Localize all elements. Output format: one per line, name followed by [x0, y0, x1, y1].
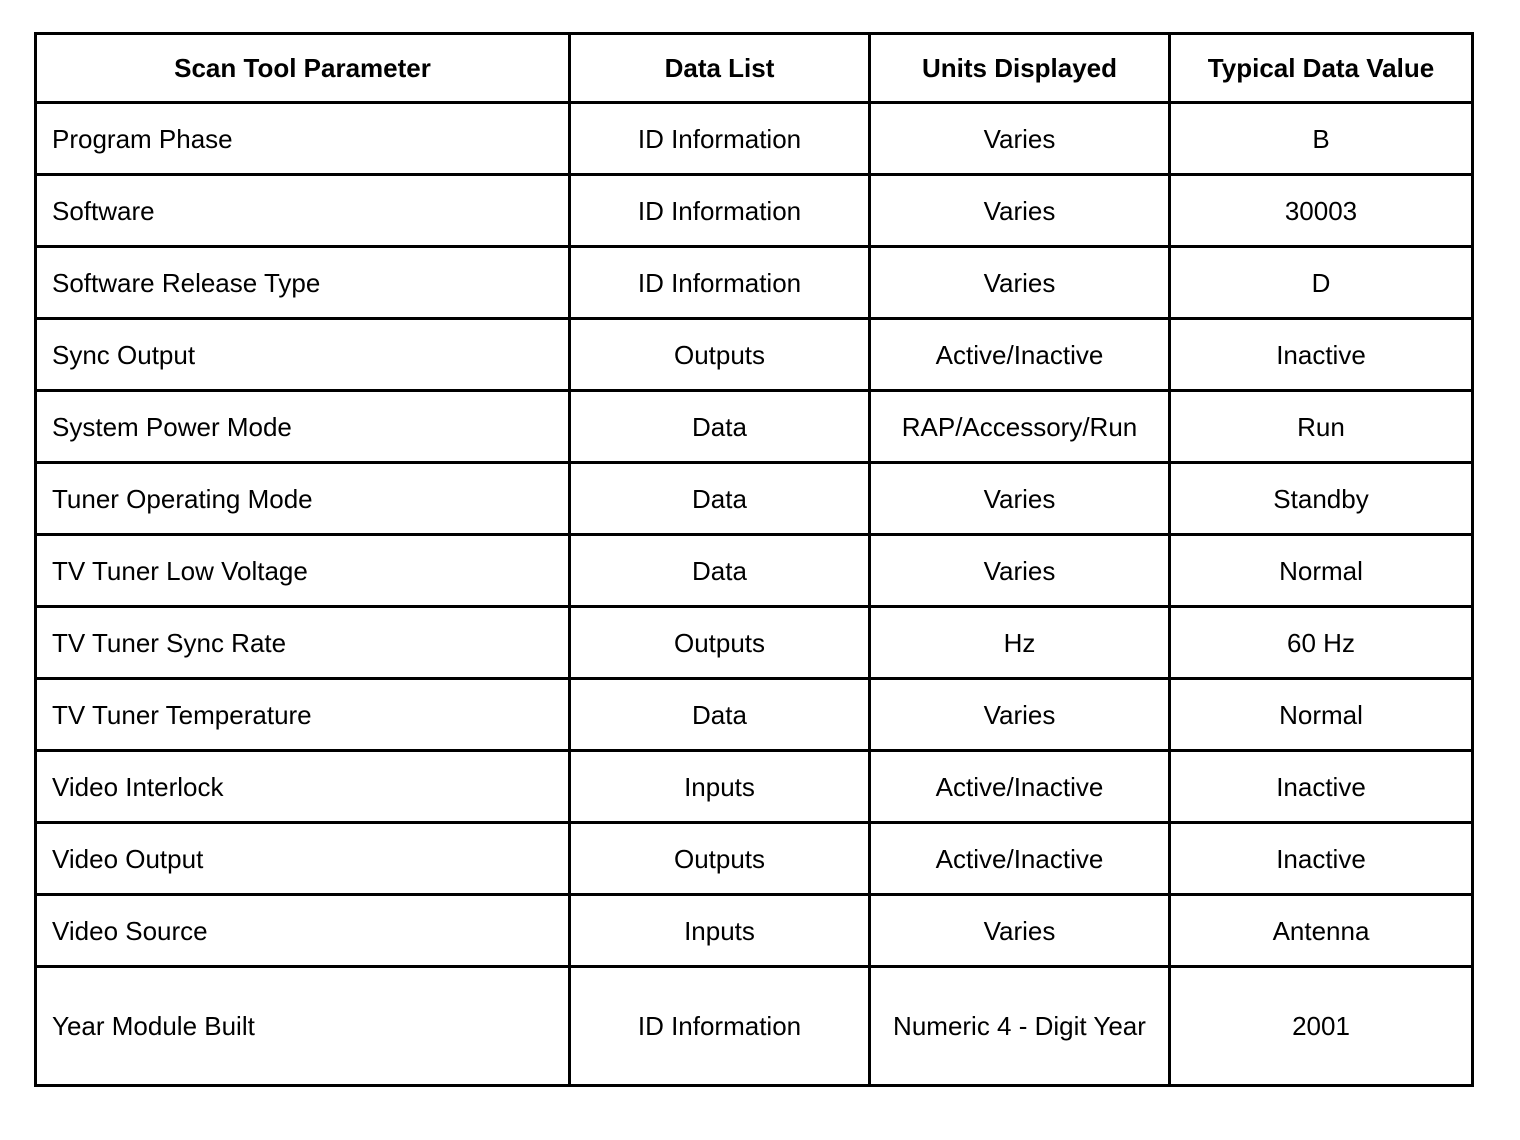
cell-data-list: Outputs [570, 607, 870, 679]
cell-parameter: Video Source [36, 895, 570, 967]
cell-data-list: Outputs [570, 823, 870, 895]
cell-typical-value: Inactive [1170, 823, 1473, 895]
cell-typical-value: 30003 [1170, 175, 1473, 247]
cell-units: Varies [870, 103, 1170, 175]
cell-data-list: ID Information [570, 967, 870, 1086]
cell-units: Varies [870, 535, 1170, 607]
header-units-displayed: Units Displayed [870, 34, 1170, 103]
table-row [36, 751, 1473, 823]
cell-typical-value: 2001 [1170, 967, 1473, 1086]
cell-parameter: TV Tuner Low Voltage [36, 535, 570, 607]
cell-parameter: TV Tuner Sync Rate [36, 607, 570, 679]
cell-parameter: Software Release Type [36, 247, 570, 319]
table-header-row [36, 34, 1473, 103]
cell-units: Varies [870, 175, 1170, 247]
cell-units: RAP/Accessory/Run [870, 391, 1170, 463]
cell-data-list: Inputs [570, 895, 870, 967]
cell-units: Varies [870, 463, 1170, 535]
cell-typical-value: Inactive [1170, 319, 1473, 391]
cell-typical-value: Inactive [1170, 751, 1473, 823]
cell-typical-value: Standby [1170, 463, 1473, 535]
header-data-list: Data List [570, 34, 870, 103]
cell-data-list: ID Information [570, 103, 870, 175]
cell-units: Active/Inactive [870, 751, 1170, 823]
header-typical-data-value: Typical Data Value [1170, 34, 1473, 103]
cell-parameter: Video Interlock [36, 751, 570, 823]
cell-typical-value: D [1170, 247, 1473, 319]
cell-data-list: Inputs [570, 751, 870, 823]
scan-tool-data-table [34, 32, 1474, 1087]
table-row [36, 319, 1473, 391]
cell-data-list: ID Information [570, 175, 870, 247]
cell-units: Hz [870, 607, 1170, 679]
cell-typical-value: Run [1170, 391, 1473, 463]
header-scan-tool-parameter: Scan Tool Parameter [36, 34, 570, 103]
cell-parameter: Program Phase [36, 103, 570, 175]
cell-units: Active/Inactive [870, 319, 1170, 391]
cell-parameter: System Power Mode [36, 391, 570, 463]
cell-parameter: Year Module Built [36, 967, 570, 1086]
cell-typical-value: B [1170, 103, 1473, 175]
table-row [36, 247, 1473, 319]
cell-typical-value: Antenna [1170, 895, 1473, 967]
table-row [36, 607, 1473, 679]
cell-data-list: Data [570, 679, 870, 751]
cell-typical-value: Normal [1170, 535, 1473, 607]
cell-units: Varies [870, 895, 1170, 967]
cell-data-list: Data [570, 463, 870, 535]
cell-units: Varies [870, 679, 1170, 751]
cell-parameter: Sync Output [36, 319, 570, 391]
cell-data-list: ID Information [570, 247, 870, 319]
table-row [36, 823, 1473, 895]
table-row [36, 391, 1473, 463]
cell-units: Varies [870, 247, 1170, 319]
cell-parameter: Tuner Operating Mode [36, 463, 570, 535]
cell-units: Numeric 4 - Digit Year [870, 967, 1170, 1086]
cell-data-list: Data [570, 535, 870, 607]
cell-parameter: Video Output [36, 823, 570, 895]
cell-units: Active/Inactive [870, 823, 1170, 895]
cell-typical-value: Normal [1170, 679, 1473, 751]
table-row [36, 679, 1473, 751]
table-row [36, 175, 1473, 247]
table-row [36, 103, 1473, 175]
cell-parameter: Software [36, 175, 570, 247]
cell-typical-value: 60 Hz [1170, 607, 1473, 679]
table-row [36, 895, 1473, 967]
table-row [36, 463, 1473, 535]
cell-data-list: Data [570, 391, 870, 463]
table-row [36, 535, 1473, 607]
cell-data-list: Outputs [570, 319, 870, 391]
cell-parameter: TV Tuner Temperature [36, 679, 570, 751]
table-row [36, 967, 1473, 1086]
